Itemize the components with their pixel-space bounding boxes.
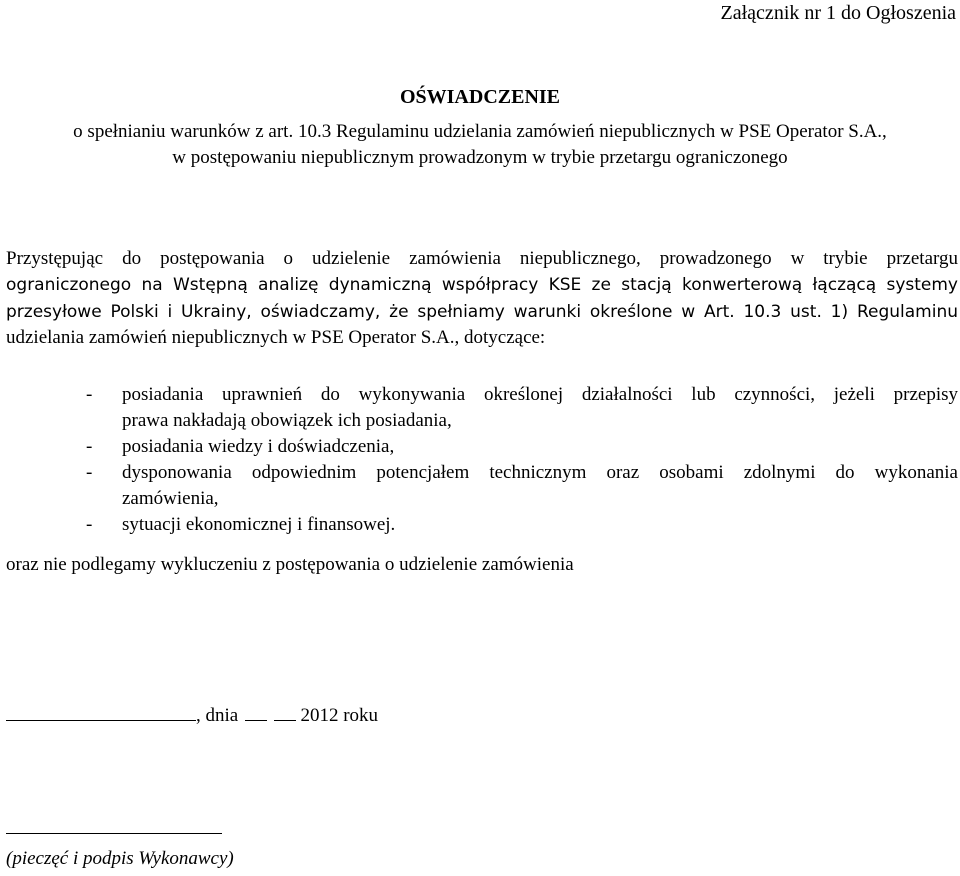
list-item <box>6 512 958 538</box>
intro-line-3-text: przesyłowe Polski i Ukrainy, oświadczamy, że spełniamy warunki określone w Art. 10.3 ust. 1) Regulaminu <box>6 301 958 322</box>
conditions-list <box>6 382 958 538</box>
annex-label: Załącznik nr 1 do Ogłoszenia <box>720 2 956 24</box>
intro-paragraph <box>6 246 958 351</box>
day-blank[interactable] <box>245 702 267 721</box>
list-item-continuation: prawa nakładają obowiązek ich posiadania, <box>122 410 452 431</box>
list-item-text: sytuacji ekonomicznej i finansowej. <box>122 514 396 535</box>
document-title: OŚWIADCZENIE <box>399 86 561 108</box>
list-item <box>6 434 958 460</box>
list-dash: - <box>86 384 93 405</box>
document-subtitle <box>0 119 960 171</box>
intro-line-4: udzielania zamówień niepublicznych w PSE Operator S.A., dotyczące: <box>6 326 546 348</box>
place-date-line <box>6 702 378 729</box>
list-item-text: posiadania wiedzy i doświadczenia, <box>122 436 395 457</box>
intro-line-2: ograniczonego na Wstępną analizę dynamiczną współpracy KSE ze stacją konwerterową łączącą systemy <box>6 275 958 296</box>
list-item-continuation: zamówienia, <box>122 488 219 509</box>
intro-line-3 <box>6 299 958 325</box>
signature-label: (pieczęć i podpis Wykonawcy) <box>6 848 234 869</box>
list-dash: - <box>86 462 93 483</box>
closing-statement: oraz nie podlegamy wykluczeniu z postępowania o udzielenie zamówienia <box>6 554 574 575</box>
signature-line[interactable] <box>6 833 222 834</box>
date-separator: , dnia <box>196 705 239 726</box>
year-label: 2012 roku <box>300 705 379 726</box>
subtitle-line-2: w postępowaniu niepublicznym prowadzonym w trybie przetargu ograniczonego <box>172 147 788 168</box>
intro-line-1: Przystępując do postępowania o udzielenie zamówienia niepublicznego, prowadzonego w trybie przetargu <box>6 248 958 269</box>
list-dash: - <box>86 436 93 457</box>
month-blank[interactable] <box>274 702 296 721</box>
place-blank[interactable] <box>6 702 196 721</box>
list-item <box>6 460 958 512</box>
subtitle-line-1: o spełnianiu warunków z art. 10.3 Regulaminu udzielania zamówień niepublicznych w PSE Operator S.A., <box>73 121 887 142</box>
list-item <box>6 382 958 434</box>
list-item-text: posiadania uprawnień do wykonywania określonej działalności lub czynności, jeżeli przepisy <box>122 384 958 405</box>
list-item-text: dysponowania odpowiednim potencjałem technicznym oraz osobami zdolnymi do wykonania <box>122 462 958 483</box>
list-dash: - <box>86 514 93 535</box>
